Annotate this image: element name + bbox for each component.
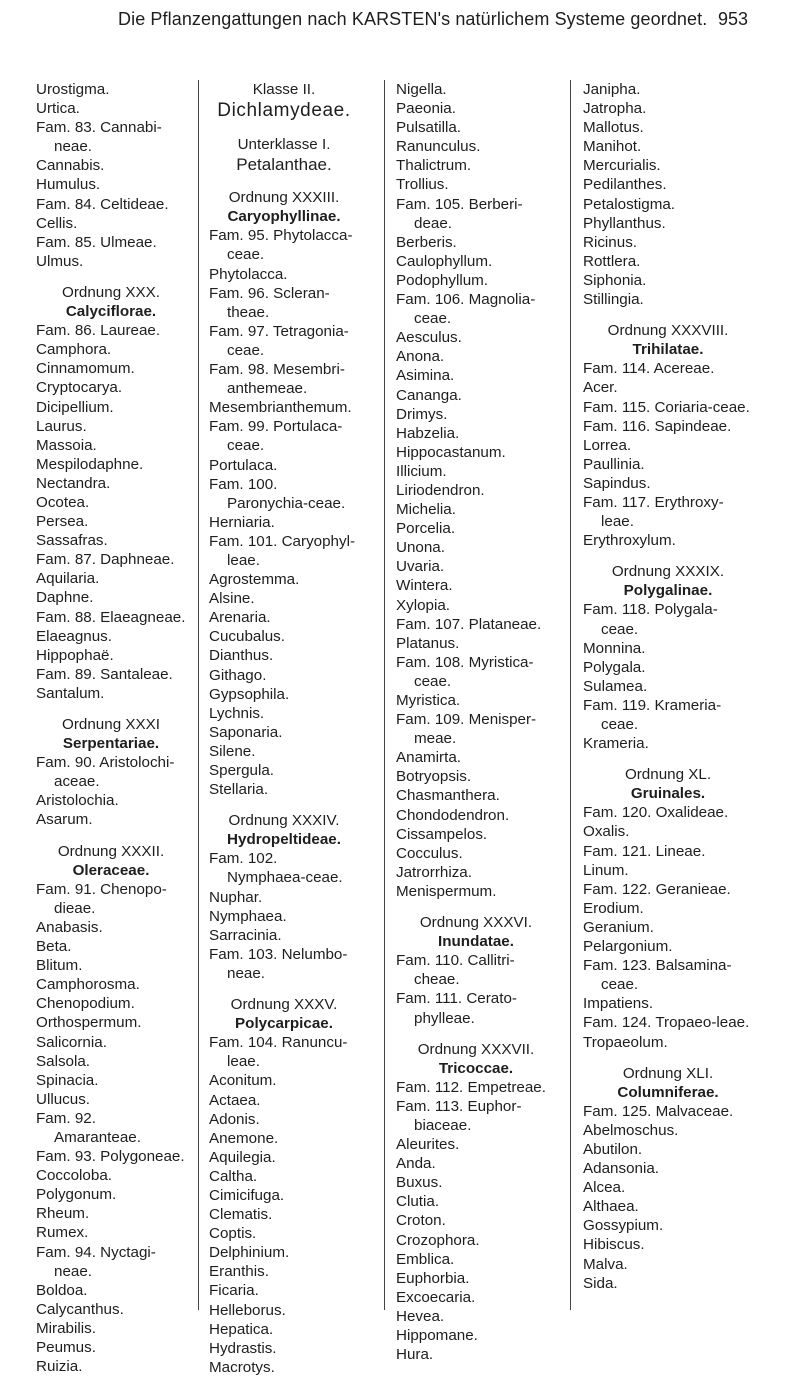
genus-entry: Linum. — [583, 861, 629, 879]
genus-entry: Adonis. — [209, 1110, 260, 1128]
genus-entry: Aquilegia. — [209, 1148, 276, 1166]
genus-entry: Erodium. — [583, 899, 644, 917]
genus-entry: Caltha. — [209, 1167, 258, 1185]
genus-entry: Asarum. — [36, 811, 93, 829]
genus-entry: Chondodendron. — [396, 806, 510, 824]
genus-entry: Paeonia. — [396, 100, 456, 118]
genus-entry: Saponaria. — [209, 723, 283, 741]
family-entry: Fam. 106. Magnolia-ceae. — [396, 291, 536, 328]
genus-entry: Crozophora. — [396, 1231, 480, 1249]
genus-entry: Humulus. — [36, 176, 101, 194]
genus-entry: Polygonum. — [36, 1186, 117, 1204]
spacer — [583, 550, 753, 562]
genus-entry: Calycanthus. — [36, 1300, 124, 1318]
column-divider — [384, 80, 385, 1310]
genus-entry: Sida. — [583, 1274, 618, 1292]
family-entry: Fam. 91. Chenopo-dieae. — [36, 880, 167, 917]
order-name: Calyciflorae. — [65, 303, 157, 321]
genus-entry: Menispermum. — [396, 882, 497, 900]
order-name: Tricoccae. — [438, 1059, 514, 1077]
text-column-2 — [209, 80, 359, 1377]
spacer — [209, 799, 359, 811]
genus-entry: Platanus. — [396, 634, 460, 652]
genus-entry: Massoia. — [36, 436, 97, 454]
genus-entry: Chasmanthera. — [396, 787, 500, 805]
family-entry: Fam. 111. Cerato-phylleae. — [396, 990, 517, 1027]
genus-entry: Siphonia. — [583, 271, 647, 289]
genus-entry: Ocotea. — [36, 493, 90, 511]
genus-entry: Spergula. — [209, 762, 275, 779]
order-name: Columniferae. — [617, 1083, 719, 1101]
genus-entry: Alsine. — [209, 590, 255, 608]
genus-entry: Oxalis. — [583, 823, 630, 841]
genus-entry: Hevea. — [396, 1307, 445, 1325]
genus-entry: Macrotys. — [209, 1358, 275, 1376]
genus-entry: Erythroxylum. — [583, 532, 676, 550]
genus-entry: Chenopodium. — [36, 995, 135, 1013]
order-heading: Ordnung XXXII. — [57, 842, 165, 860]
genus-entry: Herniaria. — [209, 513, 275, 531]
genus-entry: Tropaeolum. — [583, 1033, 668, 1051]
genus-entry: Myristica. — [396, 692, 461, 709]
genus-entry: Manihot. — [583, 138, 642, 156]
genus-entry: Pulsatilla. — [396, 119, 461, 137]
genus-entry: Hippomane. — [396, 1327, 478, 1344]
text-column-1 — [36, 80, 186, 1376]
family-entry: Fam. 114. Acereae. — [583, 360, 715, 378]
genus-entry: Aquilaria. — [36, 570, 100, 588]
genus-entry: Anda. — [396, 1155, 436, 1173]
genus-entry: Eranthis. — [209, 1263, 269, 1281]
order-name: Polygalinae. — [623, 582, 713, 600]
order-heading: Ordnung XXXIII. — [228, 189, 340, 207]
order-name: Oleraceae. — [72, 861, 150, 879]
page-header — [0, 0, 800, 40]
genus-entry: Abutilon. — [583, 1140, 643, 1158]
spacer — [583, 753, 753, 765]
family-entry: Fam. 99. Portulaca-ceae. — [209, 418, 343, 455]
family-entry: Fam. 102. Nymphaea-ceae. — [209, 850, 343, 887]
order-heading: Ordnung XXXVIII. — [607, 322, 729, 340]
family-entry: Fam. 118. Polygala-ceae. — [583, 601, 718, 638]
genus-entry: Porcelia. — [396, 520, 456, 538]
genus-entry: Wintera. — [396, 577, 453, 595]
order-name: Serpentariae. — [62, 735, 160, 753]
genus-entry: Uvaria. — [396, 558, 445, 576]
genus-entry: Gossypium. — [583, 1217, 664, 1235]
order-name: Polycarpicae. — [235, 1015, 333, 1033]
genus-entry: Anona. — [396, 348, 445, 366]
family-entry: Fam. 124. Tropaeo-leae. — [583, 1014, 750, 1032]
genus-entry: Elaeagnus. — [36, 627, 112, 645]
genus-entry: Mallotus. — [583, 119, 644, 137]
genus-entry: Janipha. — [583, 81, 641, 98]
genus-entry: Jatrorrhiza. — [396, 863, 472, 881]
family-entry: Fam. 93. Polygoneae. — [36, 1148, 185, 1166]
genus-entry: Ruizia. — [36, 1358, 83, 1376]
genus-entry: Krameria. — [583, 735, 649, 753]
genus-entry: Nigella. — [396, 81, 447, 98]
genus-entry: Pelargonium. — [583, 938, 673, 956]
genus-entry: Xylopia. — [396, 596, 451, 614]
spacer — [209, 176, 359, 188]
order-heading: Ordnung XXXV. — [230, 996, 338, 1014]
genus-entry: Coptis. — [209, 1225, 257, 1243]
order-name: Inundatae. — [438, 933, 514, 951]
spacer — [396, 1028, 556, 1040]
genus-entry: Lychnis. — [209, 704, 265, 722]
genus-entry: Phyllanthus. — [583, 214, 666, 232]
genus-entry: Monnina. — [583, 639, 646, 657]
genus-entry: Agrostemma. — [209, 571, 300, 589]
genus-entry: Berberis. — [396, 233, 457, 251]
order-name: Trihilatae. — [632, 341, 704, 359]
genus-entry: Trollius. — [396, 176, 449, 194]
spacer — [583, 309, 753, 321]
genus-entry: Hydrastis. — [209, 1339, 277, 1357]
family-entry: Fam. 98. Mesembri-anthemeae. — [209, 361, 345, 398]
order-heading: Ordnung XXXVI. — [419, 914, 533, 932]
family-entry: Fam. 109. Menisper-meae. — [396, 711, 537, 748]
family-entry: Fam. 105. Berberi-deae. — [396, 195, 523, 232]
family-entry: Fam. 92. Amaranteae. — [36, 1109, 141, 1146]
family-entry: Fam. 117. Erythroxy-leae. — [583, 493, 724, 531]
genus-entry: Camphorosma. — [36, 976, 140, 994]
family-entry: Fam. 112. Empetreae. — [396, 1078, 546, 1096]
genus-entry: Hepatica. — [209, 1320, 274, 1338]
family-entry: Fam. 97. Tetragonia-ceae. — [209, 322, 349, 359]
order-heading: Ordnung XLI. — [622, 1064, 714, 1082]
genus-entry: Rottlera. — [583, 252, 641, 270]
genus-entry: Buxus. — [396, 1174, 443, 1192]
genus-entry: Euphorbia. — [396, 1269, 470, 1287]
genus-entry: Githago. — [209, 666, 267, 684]
genus-entry: Persea. — [36, 513, 89, 531]
order-heading: Ordnung XL. — [624, 766, 712, 784]
genus-entry: Mesembrianthemum. — [209, 399, 352, 417]
genus-entry: Cimicifuga. — [209, 1186, 285, 1204]
genus-entry: Peumus. — [36, 1339, 96, 1356]
genus-entry: Habzelia. — [396, 424, 460, 442]
family-entry: Fam. 110. Callitri-cheae. — [396, 952, 515, 989]
family-entry: Fam. 83. Cannabi-neae. — [36, 119, 162, 156]
genus-entry: Botryopsis. — [396, 768, 472, 786]
order-name: Hydropeltideae. — [227, 831, 341, 849]
family-entry: Fam. 89. Santaleae. — [36, 665, 173, 683]
genus-entry: Ranunculus. — [396, 138, 481, 156]
genus-entry: Jatropha. — [583, 100, 647, 118]
genus-entry: Blitum. — [36, 957, 83, 975]
genus-entry: Arenaria. — [209, 609, 271, 627]
order-heading: Ordnung XXXIX. — [611, 563, 725, 581]
genus-entry: Phytolacca. — [209, 265, 288, 283]
genus-entry: Sassafras. — [36, 532, 108, 550]
class-name: Dichlamydeae. — [217, 100, 351, 122]
genus-entry: Malva. — [583, 1255, 628, 1273]
genus-entry: Sapindus. — [583, 474, 651, 492]
genus-entry: Camphora. — [36, 341, 112, 359]
order-heading: Ordnung XXXIV. — [228, 812, 340, 830]
genus-entry: Coccoloba. — [36, 1167, 112, 1185]
family-entry: Fam. 84. Celtideae. — [36, 195, 169, 213]
spacer — [396, 901, 556, 913]
genus-entry: Althaea. — [583, 1198, 639, 1216]
family-entry: Fam. 86. Laureae. — [36, 322, 161, 340]
family-entry: Fam. 94. Nyctagi-neae. — [36, 1243, 156, 1280]
genus-entry: Paullinia. — [583, 455, 645, 473]
page-number: 953 — [718, 9, 749, 29]
genus-entry: Hippocastanum. — [396, 443, 506, 461]
order-name: Gruinales. — [630, 785, 706, 803]
genus-entry: Ficaria. — [209, 1282, 259, 1300]
spacer — [36, 271, 186, 283]
family-entry: Fam. 116. Sapindeae. — [583, 417, 732, 435]
genus-entry: Podophyllum. — [396, 271, 489, 289]
genus-entry: Illicium. — [396, 462, 447, 480]
subclass-name: Petalanthae. — [236, 155, 332, 175]
family-entry: Fam. 101. Caryophyl-leae. — [209, 532, 356, 569]
genus-entry: Salicornia. — [36, 1033, 107, 1051]
spacer — [583, 1052, 753, 1064]
order-heading: Ordnung XXXVII. — [417, 1040, 535, 1058]
genus-entry: Urostigma. — [36, 81, 110, 98]
genus-entry: Polygala. — [583, 658, 646, 676]
genus-entry: Lorrea. — [583, 436, 632, 454]
genus-entry: Gypsophila. — [209, 685, 290, 703]
genus-entry: Boldoa. — [36, 1281, 88, 1299]
genus-entry: Cocculus. — [396, 844, 463, 862]
genus-entry: Ullucus. — [36, 1090, 91, 1108]
genus-entry: Aristolochia. — [36, 792, 119, 810]
class-heading: Unterklasse I. — [237, 136, 331, 154]
genus-entry: Cinnamomum. — [36, 360, 135, 378]
genus-entry: Beta. — [36, 938, 72, 956]
family-entry: Fam. 119. Krameria-ceae. — [583, 696, 722, 733]
genus-entry: Cucubalus. — [209, 628, 285, 646]
genus-entry: Alcea. — [583, 1179, 626, 1197]
order-name: Caryophyllinae. — [227, 208, 341, 226]
genus-entry: Abelmoschus. — [583, 1121, 679, 1139]
family-entry: Fam. 88. Elaeagneae. — [36, 608, 186, 626]
genus-entry: Aleurites. — [396, 1136, 460, 1154]
family-entry: Fam. 120. Oxalideae. — [583, 804, 729, 822]
spacer — [209, 123, 359, 135]
family-entry: Fam. 100. Paronychia-ceae. — [209, 475, 346, 512]
genus-entry: Helleborus. — [209, 1301, 286, 1319]
genus-entry: Anemone. — [209, 1129, 279, 1147]
class-heading: Klasse II. — [252, 81, 316, 98]
genus-entry: Excoecaria. — [396, 1288, 476, 1306]
genus-entry: Sarracinia. — [209, 926, 282, 944]
spacer — [209, 983, 359, 995]
column-divider — [198, 80, 199, 1310]
genus-entry: Hibiscus. — [583, 1236, 645, 1254]
genus-entry: Emblica. — [396, 1250, 455, 1268]
genus-entry: Ricinus. — [583, 233, 638, 251]
genus-entry: Sulamea. — [583, 677, 648, 695]
genus-entry: Nectandra. — [36, 474, 111, 492]
family-entry: Fam. 104. Ranuncu-leae. — [209, 1034, 348, 1071]
genus-entry: Spinacia. — [36, 1071, 99, 1089]
genus-entry: Thalictrum. — [396, 157, 472, 175]
family-entry: Fam. 125. Malvaceae. — [583, 1102, 734, 1120]
genus-entry: Asimina. — [396, 367, 455, 385]
genus-entry: Mirabilis. — [36, 1319, 96, 1337]
genus-entry: Clutia. — [396, 1193, 440, 1211]
family-entry: Fam. 113. Euphor-biaceae. — [396, 1097, 522, 1134]
genus-entry: Actaea. — [209, 1091, 261, 1109]
genus-entry: Orthospermum. — [36, 1014, 142, 1032]
genus-entry: Liriodendron. — [396, 481, 485, 499]
genus-entry: Silene. — [209, 742, 256, 760]
genus-entry: Mercurialis. — [583, 157, 661, 175]
text-column-4 — [583, 80, 753, 1293]
genus-entry: Santalum. — [36, 684, 105, 702]
genus-entry: Ulmus. — [36, 252, 84, 270]
genus-entry: Portulaca. — [209, 456, 278, 474]
genus-entry: Impatiens. — [583, 995, 654, 1013]
family-entry: Fam. 107. Plataneae. — [396, 615, 542, 633]
order-heading: Ordnung XXX. — [62, 283, 160, 301]
genus-entry: Rheum. — [36, 1205, 90, 1223]
order-heading: Ordnung XXXI — [62, 716, 160, 733]
family-entry: Fam. 123. Balsamina-ceae. — [583, 957, 732, 994]
family-entry: Fam. 122. Geranieae. — [583, 880, 731, 898]
genus-entry: Nuphar. — [209, 888, 263, 906]
column-divider — [570, 80, 571, 1310]
genus-entry: Acer. — [583, 379, 618, 397]
family-entry: Fam. 87. Daphneae. — [36, 551, 175, 569]
genus-entry: Adansonia. — [583, 1160, 659, 1178]
genus-entry: Daphne. — [36, 589, 94, 607]
genus-entry: Cananga. — [396, 386, 462, 404]
genus-entry: Urtica. — [36, 100, 80, 118]
genus-entry: Caulophyllum. — [396, 252, 493, 270]
genus-entry: Anamirta. — [396, 749, 461, 767]
family-entry: Fam. 103. Nelumbo-neae. — [209, 945, 348, 982]
genus-entry: Aesculus. — [396, 329, 462, 347]
genus-entry: Pedilanthes. — [583, 176, 667, 194]
genus-entry: Drimys. — [396, 405, 448, 423]
genus-entry: Hippophaë. — [36, 646, 114, 664]
genus-entry: Anabasis. — [36, 918, 103, 936]
family-entry: Fam. 85. Ulmeae. — [36, 233, 157, 251]
genus-entry: Michelia. — [396, 501, 456, 519]
text-column-3 — [396, 80, 556, 1364]
running-title: Die Pflanzengattungen nach KARSTEN's natürlichem Systeme geordnet. — [118, 9, 708, 29]
family-entry: Fam. 121. Lineae. — [583, 842, 706, 860]
genus-entry: Cissampelos. — [396, 825, 488, 843]
genus-entry: Stillingia. — [583, 291, 644, 309]
family-entry: Fam. 96. Scleran-theae. — [209, 284, 330, 321]
genus-entry: Salsola. — [36, 1052, 91, 1070]
genus-entry: Cryptocarya. — [36, 379, 123, 397]
family-entry: Fam. 115. Coriaria-ceae. — [583, 398, 750, 416]
genus-entry: Clematis. — [209, 1206, 273, 1224]
genus-entry: Croton. — [396, 1212, 446, 1230]
genus-entry: Unona. — [396, 539, 445, 557]
family-entry: Fam. 90. Aristolochi-aceae. — [36, 754, 175, 791]
spacer — [36, 830, 186, 842]
genus-entry: Dicipellium. — [36, 398, 114, 416]
genus-entry: Cellis. — [36, 214, 78, 232]
family-entry: Fam. 95. Phytolacca-ceae. — [209, 227, 353, 264]
genus-entry: Aconitum. — [209, 1072, 277, 1090]
genus-entry: Stellaria. — [209, 781, 269, 799]
genus-entry: Rumex. — [36, 1224, 89, 1242]
genus-entry: Hura. — [396, 1346, 434, 1364]
genus-entry: Petalostigma. — [583, 195, 676, 213]
spacer — [36, 703, 186, 715]
genus-entry: Cannabis. — [36, 157, 105, 175]
genus-entry: Laurus. — [36, 417, 87, 435]
genus-entry: Nymphaea. — [209, 907, 287, 925]
genus-entry: Mespilodaphne. — [36, 455, 144, 473]
family-entry: Fam. 108. Myristica-ceae. — [396, 653, 534, 690]
genus-entry: Dianthus. — [209, 647, 274, 665]
genus-entry: Geranium. — [583, 918, 654, 936]
genus-entry: Delphinium. — [209, 1244, 290, 1262]
